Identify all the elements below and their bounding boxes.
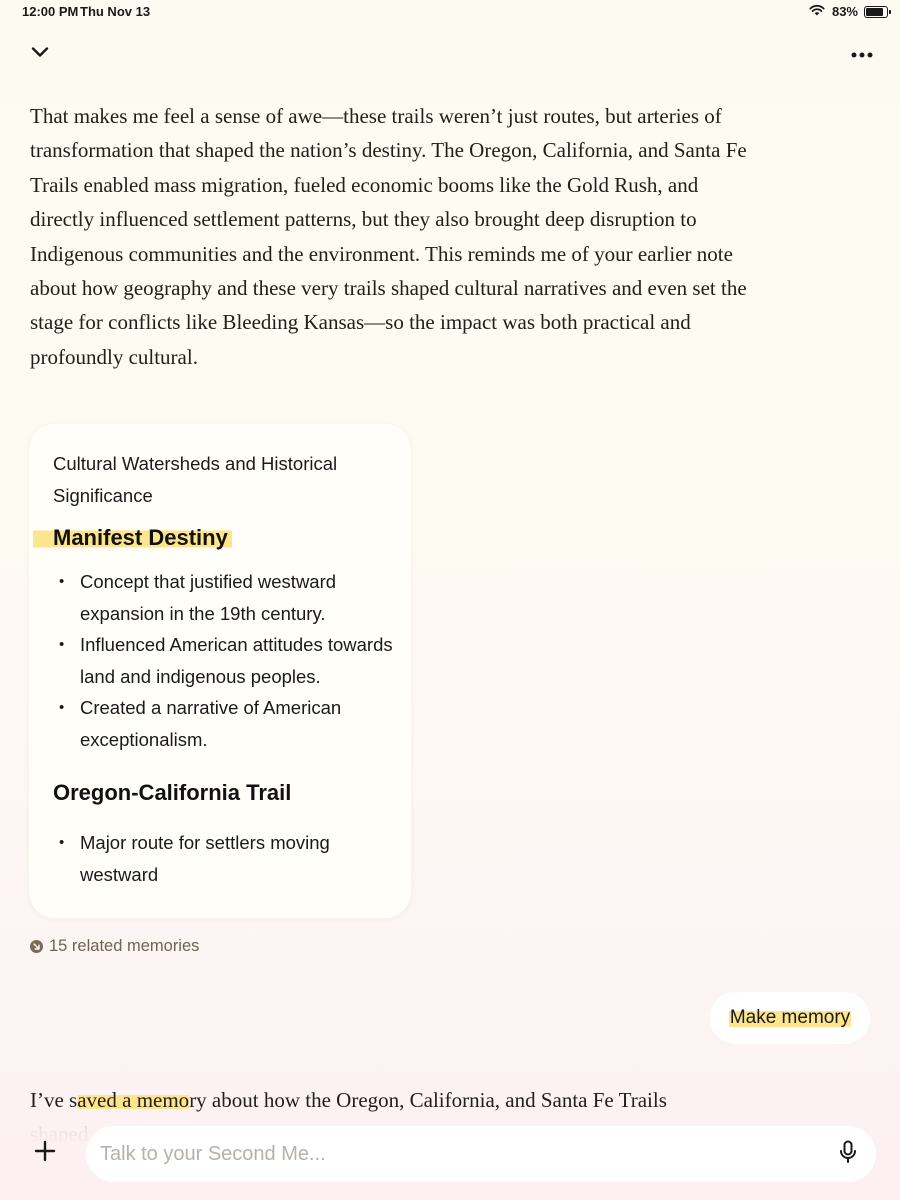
arrow-down-right-icon [30, 940, 43, 953]
chevron-down-icon [31, 45, 49, 63]
section-heading-text: Manifest Destiny [33, 525, 232, 550]
user-message-text: Make memory [729, 1007, 851, 1028]
microphone-button[interactable] [834, 1140, 862, 1168]
status-date: Thu Nov 13 [80, 4, 151, 19]
more-horizontal-icon [851, 45, 873, 63]
bullet-list [53, 566, 393, 755]
bullet-item: • Influenced American attitudes towards land and indigenous peoples. [53, 629, 393, 692]
related-memories-label: 15 related memories [49, 937, 200, 955]
message-input[interactable] [100, 1143, 800, 1166]
collapse-button[interactable] [24, 40, 56, 68]
reply-text-start: I’ve s [30, 1088, 78, 1112]
status-bar [0, 0, 900, 24]
reply-text-end: ry about how the Oregon, California, and Santa Fe Trails [189, 1088, 667, 1112]
battery-percent: 83% [831, 4, 858, 19]
assistant-message: That makes me feel a sense of awe—these trails weren’t just routes, but arteries of transformation that shaped the nation’s destiny. The Oregon, California, and Santa Fe Trails enabled mass migration, fueled economic booms like the Gold Rush, and directly influenced settlement patterns, but they also brought deep disruption to Indigenous communities and the environment. This reminds me of your earlier note about how geography and these very trails shaped cultural narratives and even set the stage for conflicts like Bleeding Kansas—so the impact was both practical and profoundly cultural. [30, 104, 747, 369]
microphone-icon [839, 1140, 857, 1169]
bullet-item: • Created a narrative of American exceptionalism. [53, 692, 393, 755]
plus-icon [34, 1140, 56, 1167]
message-input-container [86, 1126, 876, 1182]
bullet-item: • Major route for settlers moving westward [53, 827, 393, 890]
reply-line [30, 1083, 790, 1117]
status-time: 12:00 PM [22, 4, 79, 19]
memory-card[interactable] [29, 424, 411, 918]
related-memories-link[interactable] [30, 937, 199, 956]
user-message-bubble [710, 992, 870, 1044]
more-options-button[interactable] [846, 40, 878, 68]
wifi-icon [808, 3, 826, 20]
reply-highlight: aved a memo [77, 1088, 190, 1112]
status-indicators [808, 3, 888, 20]
section-heading [53, 522, 393, 554]
add-button[interactable] [24, 1132, 66, 1174]
battery-level-fill [866, 8, 883, 16]
bullet-item: • Concept that justified westward expansion in the 19th century. [53, 566, 393, 629]
card-title: Cultural Watersheds and Historical Significance [53, 453, 338, 506]
bullet-list [53, 827, 393, 890]
battery-icon [864, 6, 888, 18]
section-heading: Oregon-California Trail [53, 780, 292, 805]
